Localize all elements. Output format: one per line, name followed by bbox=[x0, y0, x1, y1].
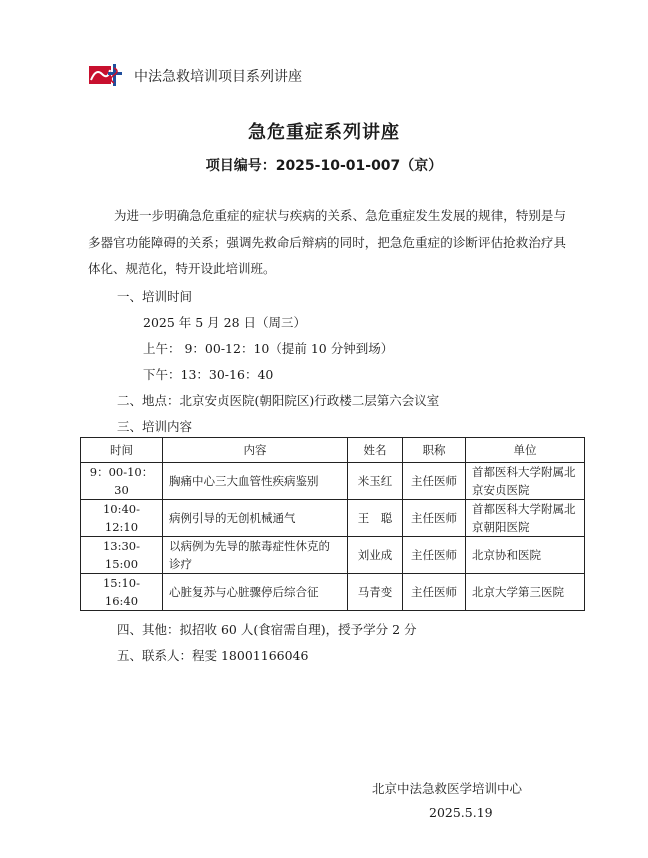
section-location: 二、地点：北京安贞医院(朝阳院区)行政楼二层第六会议室 bbox=[117, 393, 440, 408]
cell-unit: 北京大学第三医院 bbox=[466, 574, 585, 611]
cell-name: 马青变 bbox=[348, 574, 403, 611]
section-contact: 五、联系人：程雯 18001166046 bbox=[117, 648, 309, 663]
header-title: 职称 bbox=[403, 438, 466, 463]
table-row bbox=[81, 463, 585, 500]
cell-title: 主任医师 bbox=[403, 537, 466, 574]
cell-name: 米玉红 bbox=[348, 463, 403, 500]
morning-session: 上午： 9：00-12：10（提前 10 分钟到场） bbox=[143, 341, 394, 356]
table-row bbox=[81, 574, 585, 611]
org-name: 中法急救培训项目系列讲座 bbox=[134, 69, 302, 85]
section-other: 四、其他：拟招收 60 人(食宿需自理)，授予学分 2 分 bbox=[117, 622, 417, 637]
cell-name: 王 聪 bbox=[348, 500, 403, 537]
project-code: 项目编号：2025-10-01-007（京） bbox=[205, 158, 443, 174]
cell-content: 病例引导的无创机械通气 bbox=[163, 500, 348, 537]
schedule-table bbox=[80, 437, 585, 611]
header-time: 时间 bbox=[81, 438, 163, 463]
training-date: 2025 年 5 月 28 日（周三） bbox=[143, 315, 307, 330]
cell-name: 刘业成 bbox=[348, 537, 403, 574]
cell-time: 9：00-10：30 bbox=[81, 463, 163, 500]
header-content: 内容 bbox=[163, 438, 348, 463]
afternoon-session: 下午：13：30-16：40 bbox=[143, 367, 274, 382]
cell-unit: 首都医科大学附属北京朝阳医院 bbox=[466, 500, 585, 537]
cell-content: 心脏复苏与心脏骤停后综合征 bbox=[163, 574, 348, 611]
issuer-name: 北京中法急救医学培训中心 bbox=[372, 781, 523, 796]
header-name: 姓名 bbox=[348, 438, 403, 463]
cell-content: 胸痛中心三大血管性疾病鉴别 bbox=[163, 463, 348, 500]
cell-unit: 首都医科大学附属北京安贞医院 bbox=[466, 463, 585, 500]
cell-unit: 北京协和医院 bbox=[466, 537, 585, 574]
section-content-heading: 三、培训内容 bbox=[117, 419, 193, 434]
cell-content: 以病例为先导的脓毒症性休克的诊疗 bbox=[163, 537, 348, 574]
issue-date: 2025.5.19 bbox=[429, 805, 493, 820]
cell-title: 主任医师 bbox=[403, 574, 466, 611]
header-unit: 单位 bbox=[466, 438, 585, 463]
cell-title: 主任医师 bbox=[403, 463, 466, 500]
cell-time: 15:10-16:40 bbox=[81, 574, 163, 611]
table-row bbox=[81, 537, 585, 574]
cell-time: 13:30-15:00 bbox=[81, 537, 163, 574]
section-time-heading: 一、培训时间 bbox=[117, 289, 193, 304]
cell-time: 10:40-12:10 bbox=[81, 500, 163, 537]
intro-paragraph: 为进一步明确急危重症的症状与疾病的关系、急危重症发生发展的规律，特别是与多器官功能障碍的关系；强调先救命后辩病的同时，把急危重症的诊断评估抢救治疗具体化、规范化，特开设此培训班。 bbox=[88, 208, 566, 276]
org-logo-icon bbox=[88, 62, 124, 88]
cell-title: 主任医师 bbox=[403, 500, 466, 537]
table-row bbox=[81, 500, 585, 537]
document-title: 急危重症系列讲座 bbox=[248, 122, 400, 143]
table-header-row bbox=[81, 438, 585, 463]
